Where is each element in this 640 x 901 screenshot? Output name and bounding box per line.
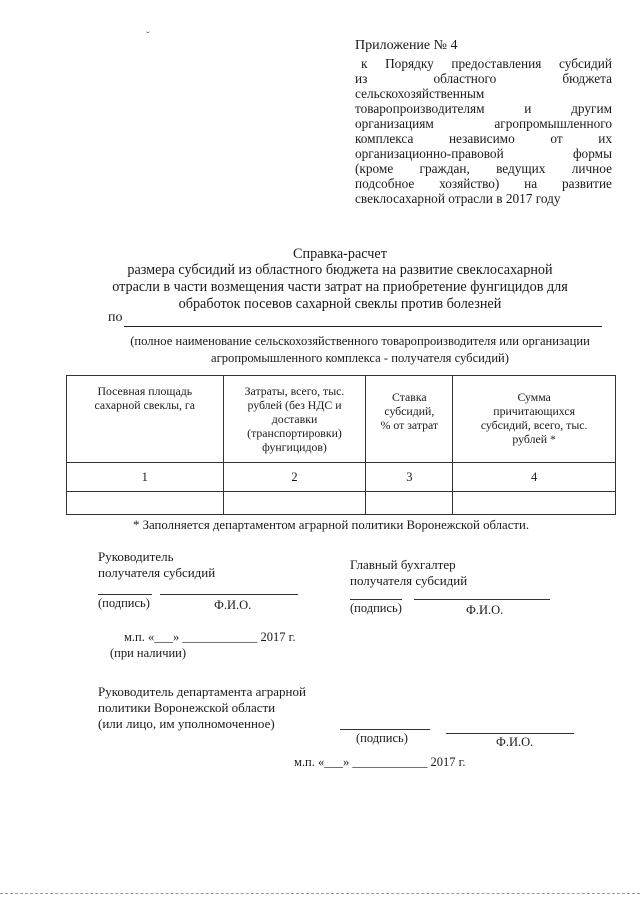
appendix-word: формы <box>572 146 612 161</box>
appendix-word: товаропроизводителям <box>355 101 485 116</box>
appendix-block <box>355 38 612 206</box>
appendix-word: свеклосахарной отрасли в 2017 году <box>355 191 561 206</box>
dept-name-field[interactable] <box>446 733 574 734</box>
stamp-date-line: м.п. «___» ____________ 2017 г. <box>124 630 296 644</box>
header-cell-area <box>67 376 224 463</box>
appendix-word: сельскохозяйственным <box>355 86 485 101</box>
appendix-title: Приложение № 4 <box>355 38 458 53</box>
signature-label: (подпись) <box>98 596 150 610</box>
table-number-row <box>67 463 616 492</box>
dept-head-title: Руководитель департамента аграрной <box>98 684 306 699</box>
appendix-line <box>355 56 612 71</box>
appendix-word: бюджета <box>562 71 612 86</box>
header-text: рублей * <box>512 432 556 446</box>
calculation-table <box>66 375 616 515</box>
table-cell-input[interactable] <box>453 492 616 515</box>
appendix-word: из <box>355 71 368 86</box>
table-row <box>67 492 616 515</box>
appendix-word: на <box>524 176 538 191</box>
header-text: Затраты, всего, тыс. <box>244 384 345 398</box>
header-text: причитающихся <box>493 404 576 418</box>
appendix-line <box>355 71 612 86</box>
column-number: 3 <box>366 463 453 492</box>
document-subtitle-line: обработок посевов сахарной свеклы против болезней <box>178 296 502 312</box>
document-subtitle-line: размера субсидий из областного бюджета на развитие свеклосахарной <box>127 262 553 278</box>
appendix-word: областного <box>433 71 497 86</box>
appendix-line <box>355 131 612 146</box>
head-signature-field[interactable] <box>98 594 152 595</box>
recipient-note: (полное наименование сельскохозяйственного товаропроизводителя или организации <box>130 334 590 348</box>
name-label: Ф.И.О. <box>496 735 534 749</box>
appendix-word: организациям <box>355 116 434 131</box>
head-name-field[interactable] <box>160 594 298 595</box>
header-cell-costs <box>223 376 366 463</box>
table-cell-input[interactable] <box>366 492 453 515</box>
dept-signature-field[interactable] <box>340 729 430 730</box>
appendix-word: к <box>361 56 368 71</box>
appendix-line <box>355 191 612 206</box>
header-text: фунгицидов) <box>262 440 327 454</box>
recipient-note: агропромышленного комплекса - получателя субсидий) <box>210 351 509 365</box>
appendix-word: комплекса <box>355 131 414 146</box>
footnote: * Заполняется департаментом аграрной политики Воронежской области. <box>133 518 530 532</box>
header-text: % от затрат <box>380 418 439 432</box>
accountant-title: получателя субсидий <box>350 573 468 588</box>
appendix-line <box>355 176 612 191</box>
header-text: субсидий, <box>384 404 435 418</box>
header-text: рублей (без НДС и <box>247 398 342 412</box>
appendix-line <box>355 116 612 131</box>
name-label: Ф.И.О. <box>466 603 504 617</box>
appendix-word: граждан, <box>419 161 470 176</box>
header-text: сахарной свеклы, га <box>94 398 196 412</box>
header-cell-sum <box>453 376 616 463</box>
signature-label: (подпись) <box>350 601 402 615</box>
accountant-name-field[interactable] <box>414 599 550 600</box>
appendix-word: субсидий <box>559 56 612 71</box>
appendix-word: (кроме <box>355 161 394 176</box>
appendix-line <box>355 101 612 116</box>
recipient-name-field[interactable] <box>124 326 602 327</box>
head-title: Руководитель <box>98 549 174 564</box>
appendix-word: хозяйство) <box>439 176 500 191</box>
recipient-prefix: по <box>108 310 123 325</box>
appendix-word: от <box>550 131 563 146</box>
appendix-line <box>355 146 612 161</box>
appendix-word: подсобное <box>355 176 415 191</box>
header-cell-rate <box>366 376 453 463</box>
appendix-word: независимо <box>448 131 515 146</box>
table-cell-input[interactable] <box>223 492 366 515</box>
appendix-word: организационно-правовой <box>355 146 504 161</box>
signature-label: (подпись) <box>356 731 408 745</box>
accountant-title: Главный бухгалтер <box>350 557 456 572</box>
header-text: доставки <box>271 412 318 426</box>
appendix-word: развитие <box>561 176 612 191</box>
column-number: 2 <box>223 463 366 492</box>
header-text: Посевная площадь <box>97 384 193 398</box>
scan-mark: ˇ <box>146 30 150 42</box>
table-header-row <box>67 376 616 463</box>
accountant-signature-field[interactable] <box>350 599 402 600</box>
column-number: 1 <box>67 463 224 492</box>
page-edge <box>0 893 640 894</box>
document-subtitle-line: отрасли в части возмещения части затрат на приобретение фунгицидов для <box>112 279 568 295</box>
head-title: получателя субсидий <box>98 565 216 580</box>
header-text: (транспортировки) <box>247 426 342 440</box>
appendix-word: другим <box>571 101 612 116</box>
header-text: Сумма <box>517 390 551 404</box>
appendix-line <box>355 86 612 101</box>
stamp-date-line: м.п. «___» ____________ 2017 г. <box>294 755 466 769</box>
header-text: субсидий, всего, тыс. <box>480 418 588 432</box>
name-label: Ф.И.О. <box>214 598 252 612</box>
appendix-word: ведущих <box>496 161 546 176</box>
appendix-word: и <box>524 101 532 116</box>
appendix-word: их <box>598 131 612 146</box>
appendix-word: Порядку <box>385 56 434 71</box>
column-number: 4 <box>453 463 616 492</box>
header-text: Ставка <box>392 390 427 404</box>
dept-head-title: (или лицо, им уполномоченное) <box>98 716 275 731</box>
appendix-line <box>355 161 612 176</box>
appendix-word: предоставления <box>451 56 542 71</box>
table-cell-input[interactable] <box>67 492 224 515</box>
document-title: Справка-расчет <box>293 246 387 262</box>
stamp-note: (при наличии) <box>110 646 187 660</box>
appendix-word: агропромышленного <box>494 116 612 131</box>
dept-head-title: политики Воронежской области <box>98 700 276 715</box>
appendix-word: личное <box>571 161 612 176</box>
